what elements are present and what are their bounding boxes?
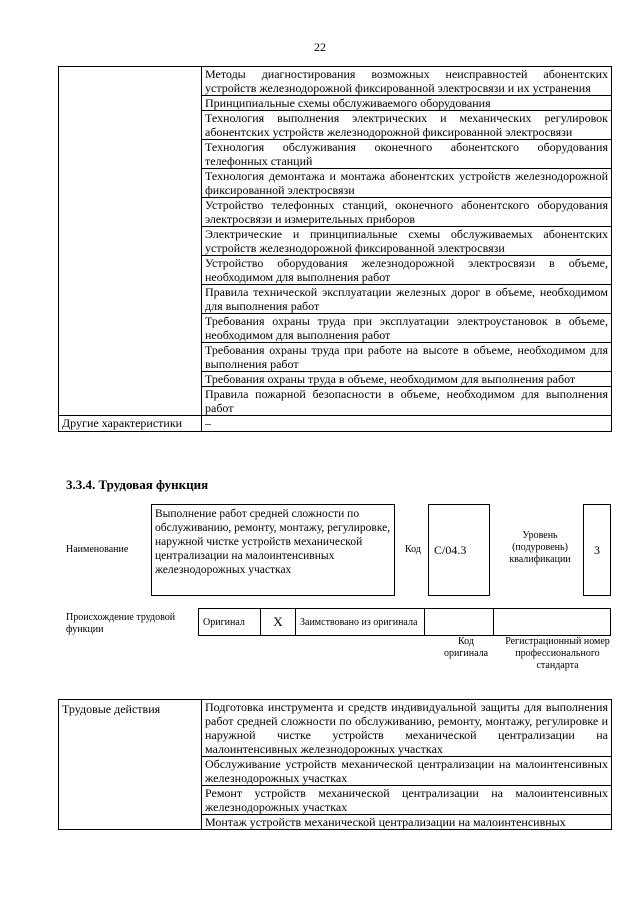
level-label: Уровень (подуровень) квалификации — [509, 530, 571, 565]
borrowed-label-cell: Заимствовано из оригинала — [296, 609, 425, 636]
labor-actions-table — [58, 699, 612, 830]
origin-label: Происхождение трудовой функции — [66, 612, 176, 635]
function-code-box: C/04.3 — [428, 504, 490, 596]
knowledge-item: Методы диагностирования возможных неисправностей абонентских устройств железнодорожной фиксированной электросвязи и их устранения — [202, 67, 612, 96]
other-characteristics-label: Другие характеристики — [59, 416, 202, 432]
origin-table — [198, 608, 611, 636]
labor-actions-label: Трудовые действия — [59, 700, 202, 830]
knowledge-item: Технология выполнения электрических и механических регулировок абонентских устройств железнодорожной фиксированной электросвязи — [202, 111, 612, 140]
section-heading: 3.3.4. Трудовая функция — [66, 477, 209, 492]
origin-code-cell — [425, 609, 494, 636]
knowledge-item: Требования охраны труда при работе на высоте в объеме, необходимом для выполнения работ — [202, 343, 612, 372]
table-row — [199, 609, 611, 636]
original-label-cell: Оригинал — [199, 609, 261, 636]
table-row — [59, 67, 612, 96]
labor-action-item: Ремонт устройств механической централизации на малоинтенсивных железнодорожных участках — [202, 786, 612, 815]
knowledge-item: Устройство телефонных станций, оконечного абонентского оборудования электросвязи и измерительных приборов — [202, 198, 612, 227]
knowledge-item: Правила пожарной безопасности в объеме, необходимом для выполнения работ — [202, 387, 612, 416]
labor-action-item: Обслуживание устройств механической централизации на малоинтенсивных железнодорожных участках — [202, 757, 612, 786]
knowledge-item: Принципиальные схемы обслуживаемого оборудования — [202, 96, 612, 111]
knowledge-item: Требования охраны труда при эксплуатации электроустановок в объеме, необходимом для выполнения работ — [202, 314, 612, 343]
page-number: 22 — [314, 40, 326, 54]
level-box: 3 — [583, 504, 611, 596]
code-label: Код — [405, 544, 421, 555]
knowledge-table — [58, 66, 612, 432]
registration-caption: Регистрационный номер профессионального стандарта — [505, 636, 610, 671]
knowledge-item: Технология демонтажа и монтажа абонентских устройств железнодорожной фиксированной электросвязи — [202, 169, 612, 198]
knowledge-item: Технология обслуживания оконечного абонентского оборудования телефонных станций — [202, 140, 612, 169]
original-mark-cell: X — [261, 609, 296, 636]
table-row — [59, 700, 612, 757]
knowledge-item: Требования охраны труда в объеме, необходимом для выполнения работ — [202, 372, 612, 387]
knowledge-item: Электрические и принципиальные схемы обслуживаемых абонентских устройств железнодорожной фиксированной электросвязи — [202, 227, 612, 256]
knowledge-item: Устройство оборудования железнодорожной электросвязи в объеме, необходимом для выполнения работ — [202, 256, 612, 285]
labor-action-item: Подготовка инструмента и средств индивидуальной защиты для выполнения работ средней сложности по обслуживанию, ремонту, монтажу, регулировке и наружной чистке устройств механической централизации на малоинтенсивных железнодорожных участках — [202, 700, 612, 757]
knowledge-item: Правила технической эксплуатации железных дорог в объеме, необходимом для выполнения работ — [202, 285, 612, 314]
name-label: Наименование — [66, 544, 129, 555]
labor-action-item: Монтаж устройств механической централизации на малоинтенсивных — [202, 815, 612, 830]
registration-number-cell — [494, 609, 611, 636]
code-caption: Код оригинала — [443, 636, 489, 659]
knowledge-label-cell — [59, 67, 202, 416]
function-name-box: Выполнение работ средней сложности по обслуживанию, ремонту, монтажу, регулировке, наружной чистке устройств механической централизации на малоинтенсивных железнодорожных участках — [151, 504, 395, 596]
table-row — [59, 416, 612, 432]
other-characteristics-value: – — [202, 416, 612, 432]
